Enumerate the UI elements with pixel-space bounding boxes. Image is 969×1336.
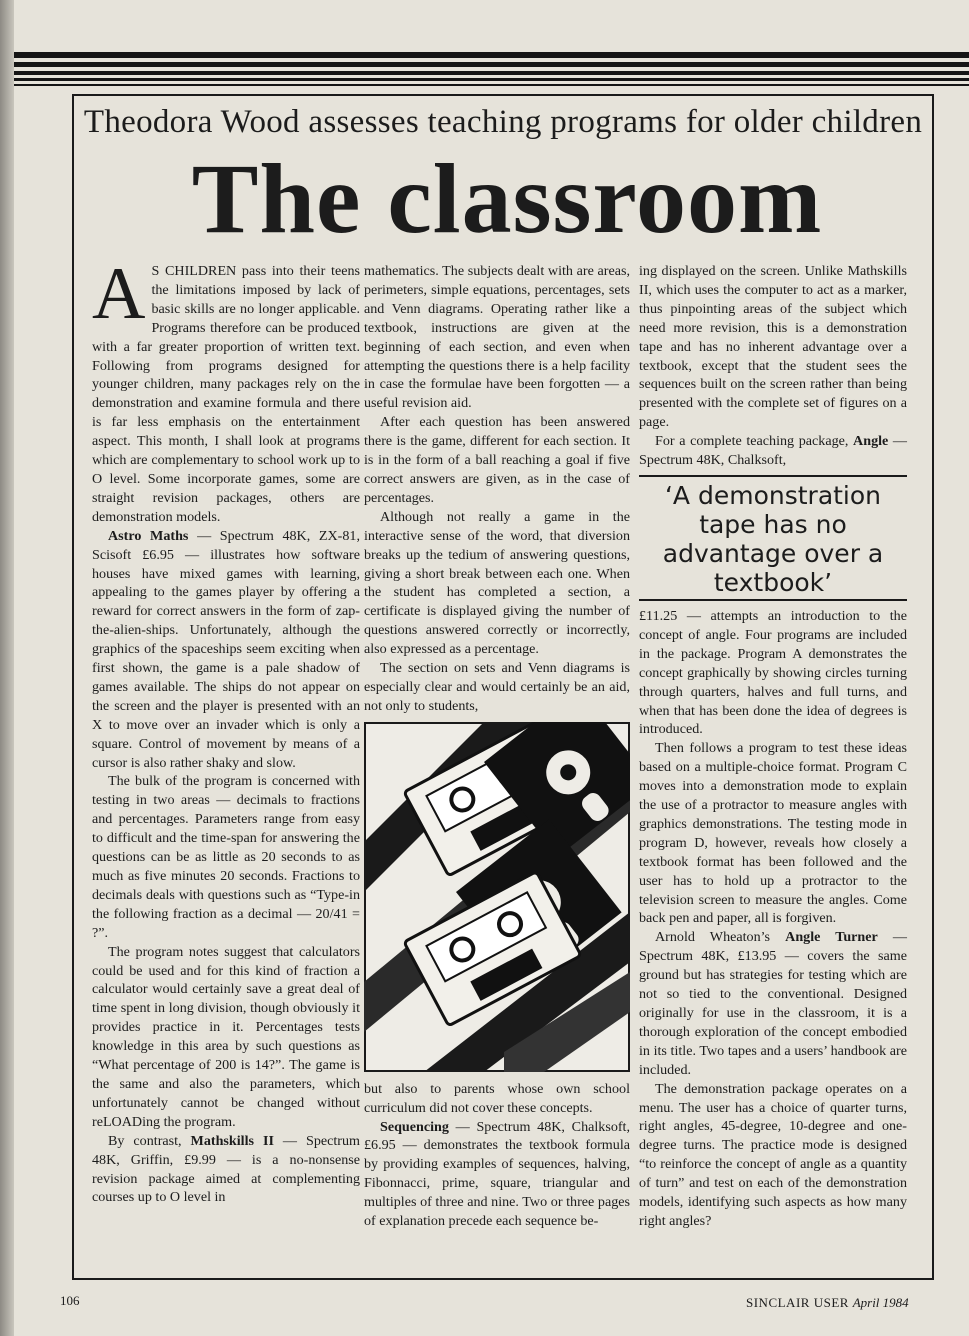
header-rules bbox=[14, 52, 969, 98]
issue-date: April 1984 bbox=[852, 1295, 909, 1310]
col2-para-3: The section on sets and Venn diagrams is especially clear and would certainly be an aid, not only to students, bbox=[364, 660, 630, 714]
col2-para-4: but also to parents whose own school curriculum did not cover these concepts. bbox=[364, 1080, 630, 1116]
column-1 bbox=[92, 253, 360, 1207]
col3-para-0: ing displayed on the screen. Unlike Mathskills II, which uses the computer to act as a marker, thus pinpointing areas of the subject which need more revision, this is a demonstration tape and has no inherent advantage over a textbook, except that the student sees the sequences built on the screen rather than being presented with the complete set of figures on a page. bbox=[639, 263, 907, 431]
page-number: 106 bbox=[60, 1293, 80, 1308]
col1-para-1: Astro Maths — Spectrum 48K, ZX-81, Scisoft £6.95 — illustrates how software houses have mixed games with learning, appealing to the games player by offering a reward for correct answers in the form of zap-the-alien-ships. Unfortunately, although the graphics of the spaceships seem exciting when first shown, the game is a pale shadow of games available. The ships do not appear on the screen and the player is presented with an X to move over an invader which is only a square. Control of movement by means of a cursor is also rather shaky and slow. bbox=[92, 527, 360, 771]
product-name: Angle bbox=[853, 433, 889, 450]
col3-para-4: Arnold Wheaton’s Angle Turner — Spectrum 48K, £13.95 — covers the same ground but has strategies for testing which are not so tied to the conventional. Designed originally for use in the classroom, it is a thorough exploration of the concept embodied in its title. Two tapes and a users’ handbook are included. bbox=[639, 929, 907, 1078]
col2-para-1: After each question has been answered there is the game, different for each section. It is in the form of a ball reaching a goal if five correct answers are given, as in the case of percentages. bbox=[364, 414, 630, 506]
col3-para-5: The demonstration package operates on a menu. The user has a choice of quarter turns, right angles, 45-degree, 10-degree and one-degree turns. The practice mode is designed “to reinforce the concept of angle as a quantity of turn” and test on each of the demonstration models, identifying such aspects as how many right angles? bbox=[639, 1080, 907, 1229]
product-name: Sequencing bbox=[380, 1118, 449, 1135]
headline: The classroom bbox=[191, 143, 823, 254]
magazine-footer bbox=[746, 1295, 909, 1311]
column-2 bbox=[364, 262, 630, 1231]
col3-para-3: Then follows a program to test these ideas based on a multiple-choice format. Program C moves into a demonstration mode to explain the use of a protractor to measure angles with graphics demonstrations. The testing mode in program D, however, reveals how closely a textbook format has been followed and the user has to hold up a protractor to the television screen to measure the angles. Come back pen and paper, all is forgiven. bbox=[639, 740, 907, 927]
product-name: Mathskills II bbox=[190, 1132, 274, 1149]
col3-para-1: For a complete teaching package, Angle — Spectrum 48K, Chalksoft, bbox=[639, 433, 907, 469]
col2-para-0: mathematics. The subjects dealt with are areas, perimeters, simple equations, percentages, sets and Venn diagrams. Operating rather like a textbook, instructions are given at the beginning of each section, and even when attempting the questions there is a help facility in case the formulae have been forgotten — a useful revision aid. bbox=[364, 263, 630, 412]
col2-para-2: Although not really a game in the interactive sense of the word, that diversion breaks up the tedium of answering questions, giving a short break between each one. When the student has completed a section, a certificate is displayed giving the number of questions answered correctly or incorrectly, also expressed as a percentage. bbox=[364, 508, 630, 658]
col1-para-0: A S CHILDREN pass into their teens the limitations imposed by lack of basic skills are no longer applicable. Programs therefore can be produced with a far greater proportion of written text. Following from programs designed for younger children, many packages rely on the demonstration and examine formula and there is far less emphasis on the entertainment aspect. This month, I shall look at programs which are complementary to school work up to O level. Some incorporate games, some are straight revision packages, others are demonstration models. bbox=[92, 253, 360, 525]
floppy-disk-and-cassette-illustration bbox=[364, 722, 630, 1072]
product-name: Angle Turner bbox=[785, 929, 878, 946]
magazine-name: SINCLAIR USER bbox=[746, 1295, 849, 1310]
col2-para-5: Sequencing — Spectrum 48K, Chalksoft, £6.95 — demonstrates the textbook formula by providing examples of sequences, halving, Fibonnacci, prime, square, triangular and multiples of three and nine. Two or three pages of explanation precede each sequence be- bbox=[364, 1118, 630, 1230]
col1-para-3: The program notes suggest that calculators could be used and for this kind of fraction a calculator would certainly save a great deal of time spent in long division, though obviously it provides practice in it. Percentages tests knowledge in this area by such questions as “What percentage of 200 is 14?”. The game is the same and also the parameters, which unfortunately cannot be changed without reLOADing the program. bbox=[92, 943, 360, 1130]
drop-cap: A bbox=[92, 253, 146, 335]
kicker-line: Theodora Wood assesses teaching programs for older children bbox=[83, 104, 923, 140]
column-3 bbox=[639, 262, 907, 1231]
col1-para-4: By contrast, Mathskills II — Spectrum 48K, Griffin, £9.99 — is a no-nonsense revision package aimed at complementing courses up to O level in bbox=[92, 1132, 360, 1206]
col1-para-2: The bulk of the program is concerned with testing in two areas — decimals to fractions and percentages. Parameters range from easy to difficult and the time-span for answering the questions can be as little as 20 seconds to as much as five minutes 20 seconds. Fractions to decimals deals with questions such as “Type-in the following fraction as a decimal — 20/41 = ?”. bbox=[92, 773, 360, 941]
product-name: Astro Maths bbox=[108, 527, 189, 544]
col3-para-2: £11.25 — attempts an introduction to the concept of angle. Four programs are included in the package. Program A demonstrates the concept graphically by showing circles turning through quarters, halves and full turns, and when that has been done the idea of degrees is introduced. bbox=[639, 607, 907, 738]
pull-quote: ‘A demonstration tape has no advantage over a textbook’ bbox=[639, 475, 907, 601]
page-gutter-shadow bbox=[0, 0, 14, 1336]
